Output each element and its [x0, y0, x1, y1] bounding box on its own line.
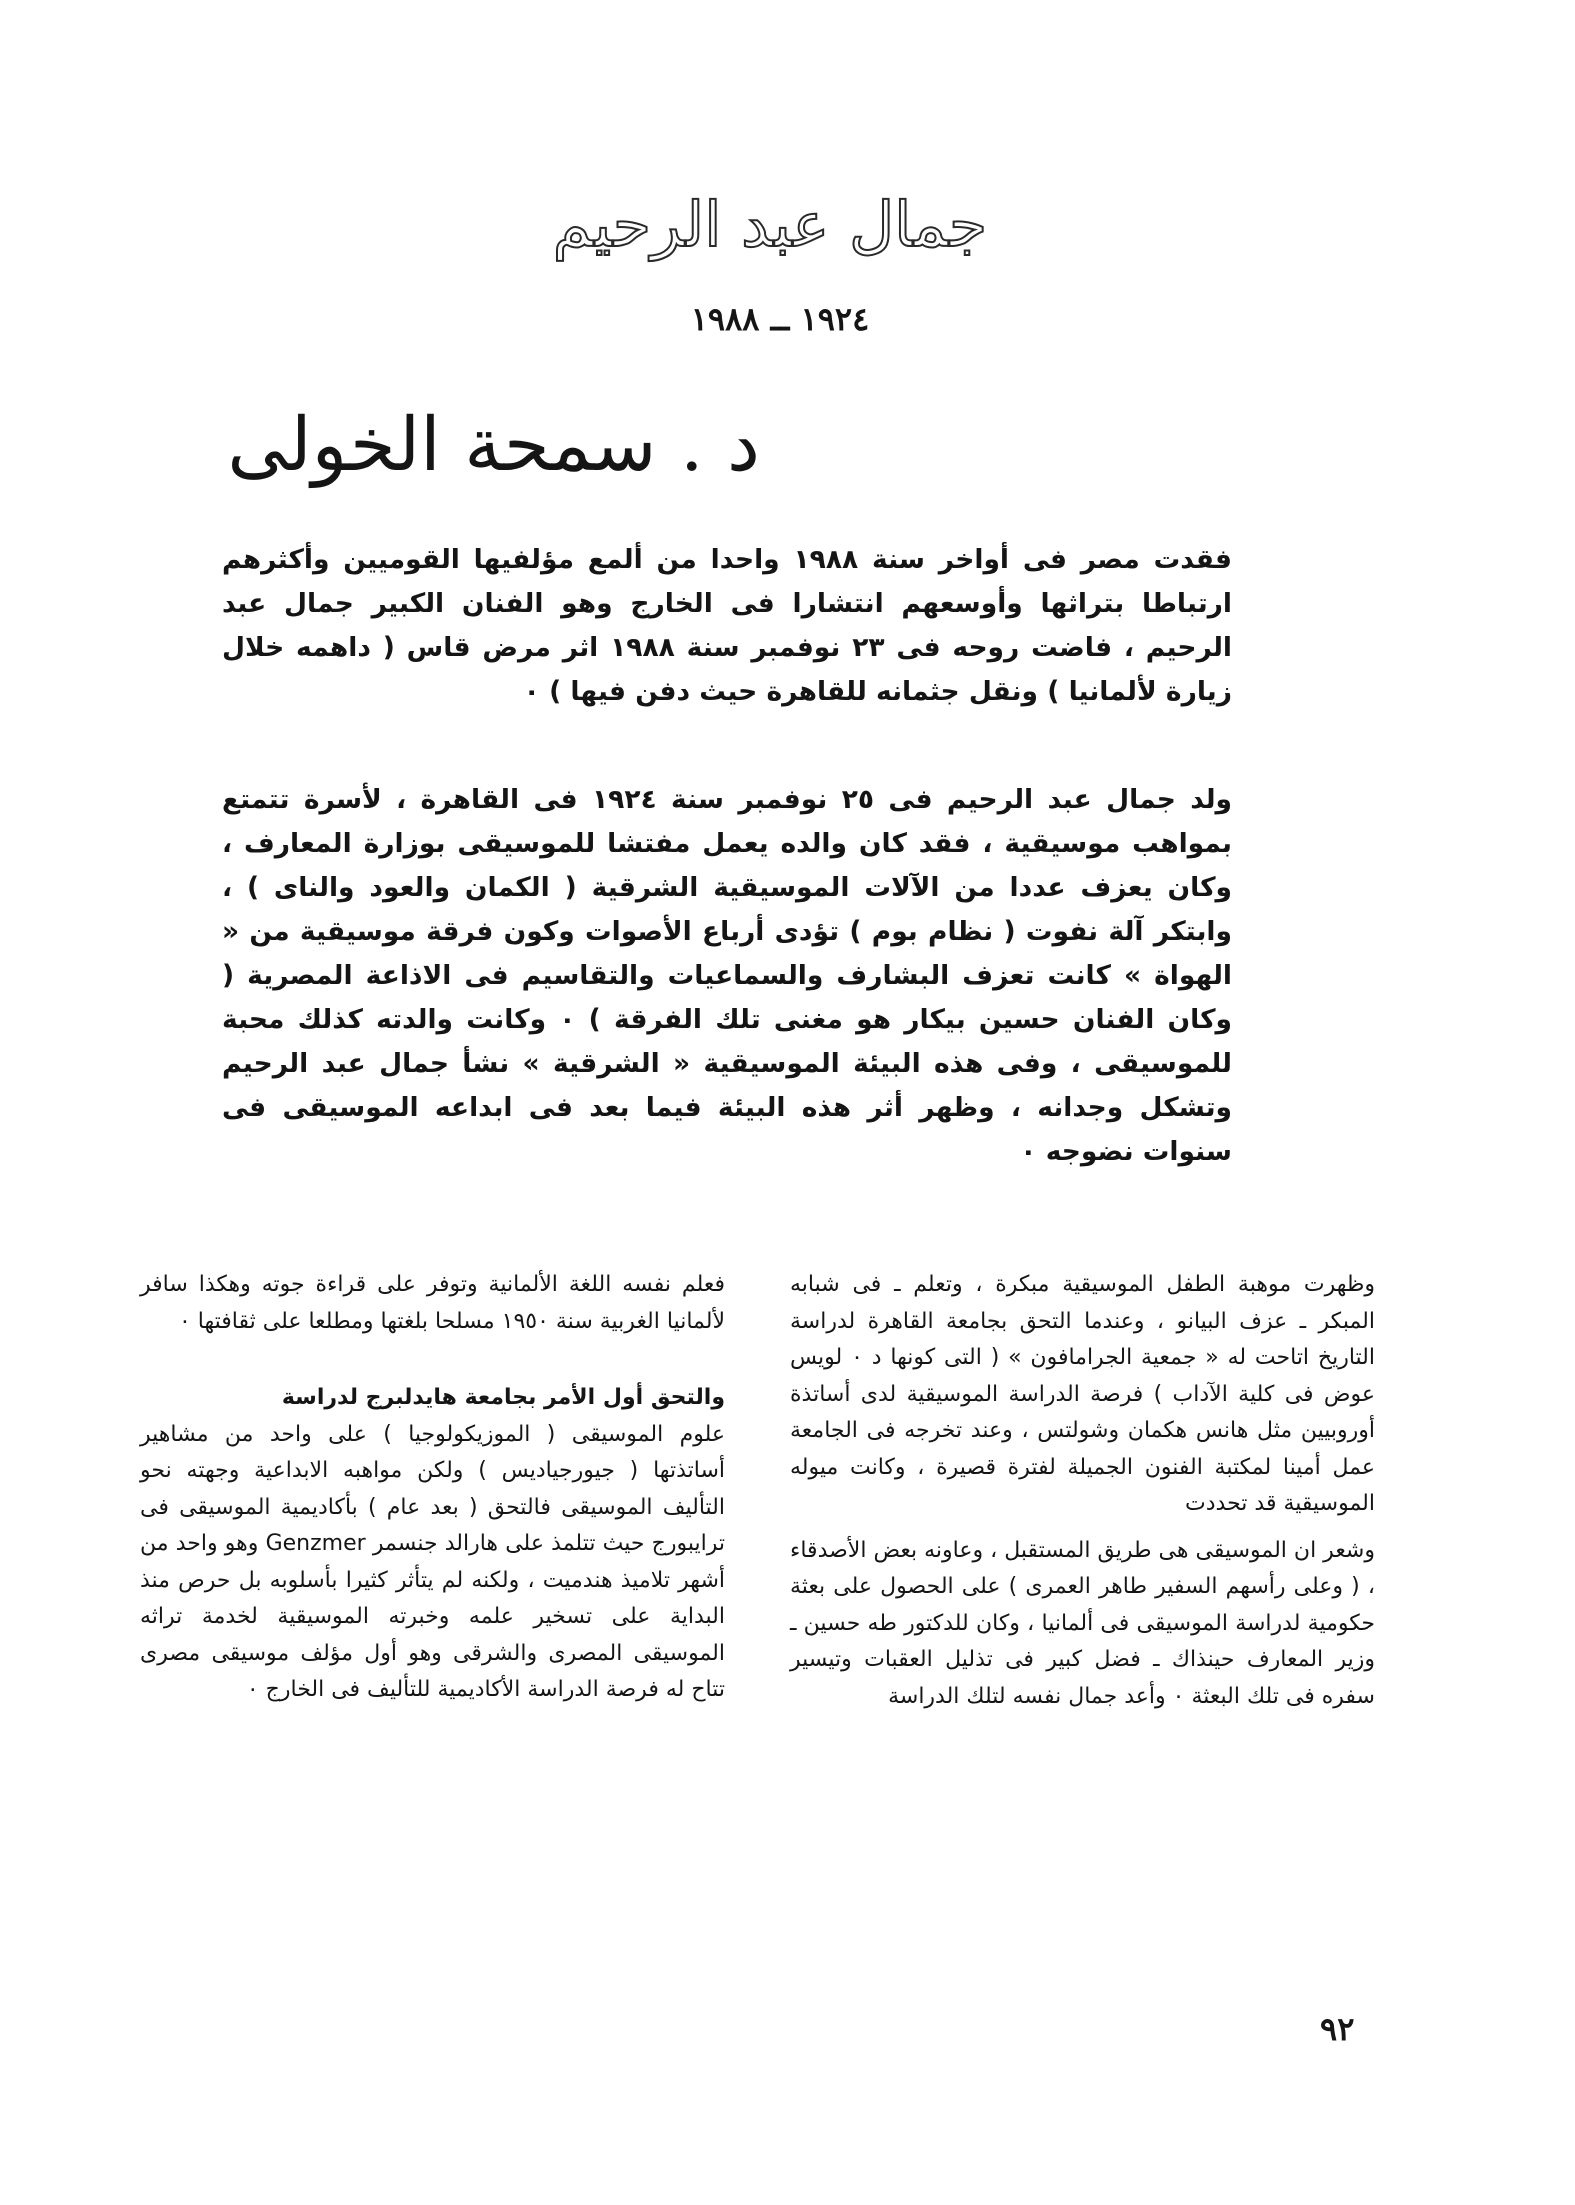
page-number: ٩٢ [1320, 2010, 1355, 2048]
body-paragraph: وظهرت موهبة الطفل الموسيقية مبكرة ، وتعلم ـ فى شبابه المبكر ـ عزف البيانو ، وعندما التحق بجامعة القاهرة لدراسة التاريخ اتاحت له « جمعية الجرامافون » ( التى كونها د ٠ لويس عوض فى كلية الآداب ) فرصة الدراسة الموسيقية لدى أساتذة أوروبيين مثل هانس هكمان وشولتس ، وعند تخرجه فى الجامعة عمل أمينا لمكتبة الفنون الجميلة لفترة قصيرة ، وكانت ميوله الموسيقية قد تحددت [790, 1272, 1375, 1516]
article-title: جمال عبد الرحيم [552, 188, 988, 261]
body-paragraph: والتحق أول الأمر بجامعة هايدلبرج لدراسة [281, 1385, 725, 1410]
life-years: ١٩٢٤ ــ ١٩٨٨ [690, 300, 870, 338]
body-paragraph: وشعر ان الموسيقى هى طريق المستقبل ، وعاونه بعض الأصدقاء ، ( وعلى رأسهم السفير طاهر العمرى ) على الحصول على بعثة حكومية لدراسة الموسيقى فى ألمانيا ، وكان للدكتور طه حسين ـ وزير المعارف حينذاك ـ فضل كبير فى تذليل العقبات وتيسير سفره فى تلك البعثة ٠ وأعد جمال نفسه لتلك الدراسة [790, 1537, 1375, 1709]
right-column [790, 1267, 1375, 1715]
author-name: د . سمحة الخولى [227, 402, 760, 488]
intro-paragraph: فقدت مصر فى أواخر سنة ١٩٨٨ واحدا من ألمع مؤلفيها القوميين وأكثرهم ارتباطا بتراثها وأوسعهم انتشارا فى الخارج وهو الفنان الكبير جمال عبد الرحيم ، فاضت روحه فى ٢٣ نوفمبر سنة ١٩٨٨ اثر مرض قاس ( داهمه خلال زيارة لألمانيا ) ونقل جثمانه للقاهرة حيث دفن فيها ) ٠ [222, 544, 1232, 707]
body-paragraph: علوم الموسيقى ( الموزيكولوجيا ) على واحد من مشاهير أساتذتها ( جيورجيادیس ) ولكن مواهبه الابداعية وجهته نحو التأليف الموسيقى فالتحق ( بعد عام ) بأكاديمية الموسيقى فى ترايبورج حيث تتلمذ على هارالد جنسمر Genzmer وهو واحد من أشهر تلاميذ هندميت ، ولكنه لم يتأثر كثيرا بأسلوبه بل حرص منذ البداية على تسخير علمه وخبرته الموسيقية لخدمة تراثه الموسيقى المصرى والشرقى وهو أول مؤلف موسيقى مصرى تتاح له فرصة الدراسة الأكاديمية للتأليف فى الخارج ٠ [140, 1421, 725, 1702]
intro-paragraph: ولد جمال عبد الرحيم فى ٢٥ نوفمبر سنة ١٩٢٤ فى القاهرة ، لأسرة تتمتع بمواهب موسيقية ، فقد كان والده يعمل مفتشا للموسيقى بوزارة المعارف ، وكان يعزف عددا من الآلات الموسيقية الشرقية ( الكمان والعود والناى ) ، وابتكر آلة نفوت ( نظام بوم ) تؤدى أرباع الأصوات وكون فرقة موسيقية من « الهواة » كانت تعزف البشارف والسماعيات والتقاسيم فى الاذاعة المصرية ( وكان الفنان حسين بيكار هو مغنى تلك الفرقة ) ٠ وكانت والدته كذلك محبة للموسيقى ، وفى هذه البيئة الموسيقية « الشرقية » نشأ جمال عبد الرحيم وتشكل وجدانه ، وظهر أثر هذه البيئة فيما بعد فى ابداعه الموسيقى فى سنوات نضوجه ٠ [222, 784, 1232, 1167]
left-column [140, 1267, 725, 1709]
body-paragraph: فعلم نفسه اللغة الألمانية وتوفر على قراءة جوته وهكذا سافر لألمانيا الغربية سنة ١٩٥٠ مسلحا بلغتها ومطلعا على ثقافتها ٠ [140, 1272, 725, 1334]
